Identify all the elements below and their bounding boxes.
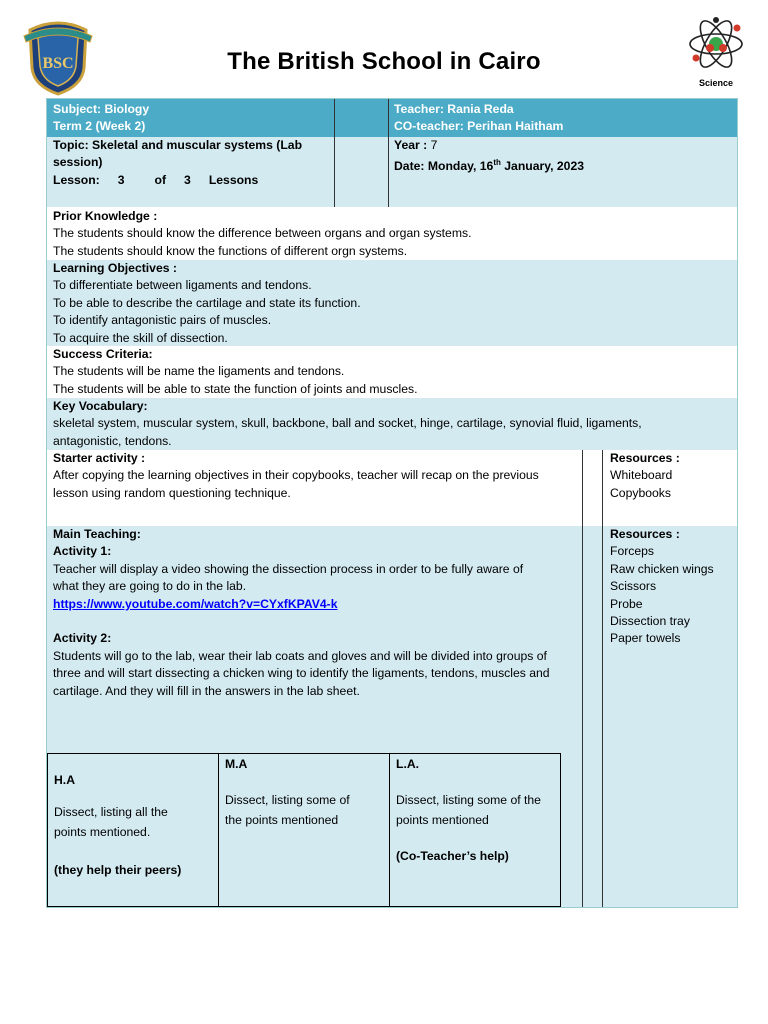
activity-2-line: cartilage. And they will fill in the answers in the lab sheet. bbox=[53, 683, 360, 698]
la-text: points mentioned bbox=[396, 813, 489, 827]
activity-2-line: three and will start dissecting a chicken wing to identify the ligaments, tendons, muscles and bbox=[53, 666, 550, 681]
svg-text:BSC: BSC bbox=[42, 55, 74, 72]
activity-2-line: Students will go to the lab, wear their lab coats and gloves and will be divided into groups of bbox=[53, 648, 547, 663]
prior-heading: Prior Knowledge : bbox=[53, 209, 158, 223]
prior-knowledge-section bbox=[47, 207, 737, 260]
starter-resources-heading: Resources : bbox=[610, 451, 680, 465]
teacher: Teacher: Rania Reda bbox=[394, 102, 514, 116]
main-resources-heading: Resources : bbox=[610, 527, 680, 541]
vocab-line: skeletal system, muscular system, skull, backbone, ball and socket, hinge, cartilage, synovial fluid, ligaments, bbox=[53, 416, 642, 431]
resource-item: Copybooks bbox=[610, 485, 671, 500]
lesson-plan-table bbox=[46, 98, 738, 908]
topic-line-1: Topic: Skeletal and muscular systems (Lab bbox=[53, 138, 303, 152]
vocab-heading: Key Vocabulary: bbox=[53, 399, 148, 413]
divider bbox=[602, 450, 603, 907]
vocab-line: antagonistic, tendons. bbox=[53, 433, 172, 448]
activity-2-heading: Activity 2: bbox=[53, 631, 112, 646]
key-vocabulary-section bbox=[47, 398, 737, 450]
starter-section bbox=[47, 450, 737, 526]
divider bbox=[334, 99, 335, 207]
resource-item: Dissection tray bbox=[610, 614, 690, 629]
divider bbox=[388, 99, 389, 207]
objectives-heading: Learning Objectives : bbox=[53, 261, 177, 275]
resource-item: Scissors bbox=[610, 579, 657, 594]
ma-text: the points mentioned bbox=[225, 813, 339, 827]
subject: Subject: Biology bbox=[53, 102, 150, 116]
success-heading: Success Criteria: bbox=[53, 347, 153, 361]
starter-heading: Starter activity : bbox=[53, 451, 146, 465]
coteacher: CO-teacher: Perihan Haitham bbox=[394, 119, 564, 134]
success-line: The students will be name the ligaments and tendons. bbox=[53, 364, 345, 379]
activity-1-heading: Activity 1: bbox=[53, 544, 112, 559]
ha-title: H.A bbox=[54, 773, 75, 787]
resource-item: Whiteboard bbox=[610, 468, 673, 483]
objective-line: To be able to describe the cartilage and state its function. bbox=[53, 295, 361, 310]
prior-line: The students should know the functions of different orgn systems. bbox=[53, 243, 408, 258]
year: Year : 7 bbox=[394, 138, 438, 152]
starter-line: lesson using random questioning technique. bbox=[53, 485, 291, 500]
topic-row bbox=[47, 137, 737, 207]
la-cell bbox=[390, 754, 561, 907]
ha-text: Dissect, listing all the bbox=[54, 805, 168, 819]
school-title: The British School in Cairo bbox=[227, 48, 541, 75]
lesson-line: Lesson: 3 of 3 Lessons bbox=[53, 172, 259, 187]
divider bbox=[582, 450, 583, 907]
topic-line-2: session) bbox=[53, 155, 103, 170]
science-label: Science bbox=[698, 78, 734, 88]
differentiation-table bbox=[47, 753, 561, 907]
resource-item: Raw chicken wings bbox=[610, 561, 714, 576]
ha-text: points mentioned. bbox=[54, 825, 151, 839]
activity-1-line: what they are going to do in the lab. bbox=[53, 579, 247, 594]
ma-text: Dissect, listing some of bbox=[225, 793, 350, 807]
resource-item: Probe bbox=[610, 596, 643, 611]
starter-line: After copying the learning objectives in their copybooks, teacher will recap on the previous bbox=[53, 468, 539, 483]
learning-objectives-section bbox=[47, 260, 737, 346]
ma-title: M.A bbox=[225, 757, 248, 771]
ma-cell bbox=[219, 754, 390, 907]
resource-item: Paper towels bbox=[610, 631, 681, 646]
la-text: Dissect, listing some of the bbox=[396, 793, 541, 807]
date: Date: Monday, 16th January, 2023 bbox=[394, 158, 585, 174]
term: Term 2 (Week 2) bbox=[53, 119, 146, 134]
header-row bbox=[47, 99, 737, 137]
activity-1-line: Teacher will display a video showing the dissection process in order to be fully aware of bbox=[53, 561, 524, 576]
objective-line: To acquire the skill of dissection. bbox=[53, 330, 228, 345]
ha-note: (they help their peers) bbox=[54, 863, 182, 877]
main-heading: Main Teaching: bbox=[53, 527, 141, 541]
la-note: (Co-Teacher’s help) bbox=[396, 849, 509, 863]
prior-line: The students should know the difference between organs and organ systems. bbox=[53, 226, 472, 241]
objective-line: To identify antagonistic pairs of muscles. bbox=[53, 313, 272, 328]
la-title: L.A. bbox=[396, 757, 420, 771]
ha-cell bbox=[48, 754, 219, 907]
resource-item: Forceps bbox=[610, 544, 655, 559]
video-link[interactable]: https://www.youtube.com/watch?v=CYxfKPAV4-k bbox=[53, 596, 338, 611]
success-criteria-section bbox=[47, 346, 737, 398]
success-line: The students will be able to state the function of joints and muscles. bbox=[53, 381, 418, 396]
objective-line: To differentiate between ligaments and tendons. bbox=[53, 278, 312, 293]
